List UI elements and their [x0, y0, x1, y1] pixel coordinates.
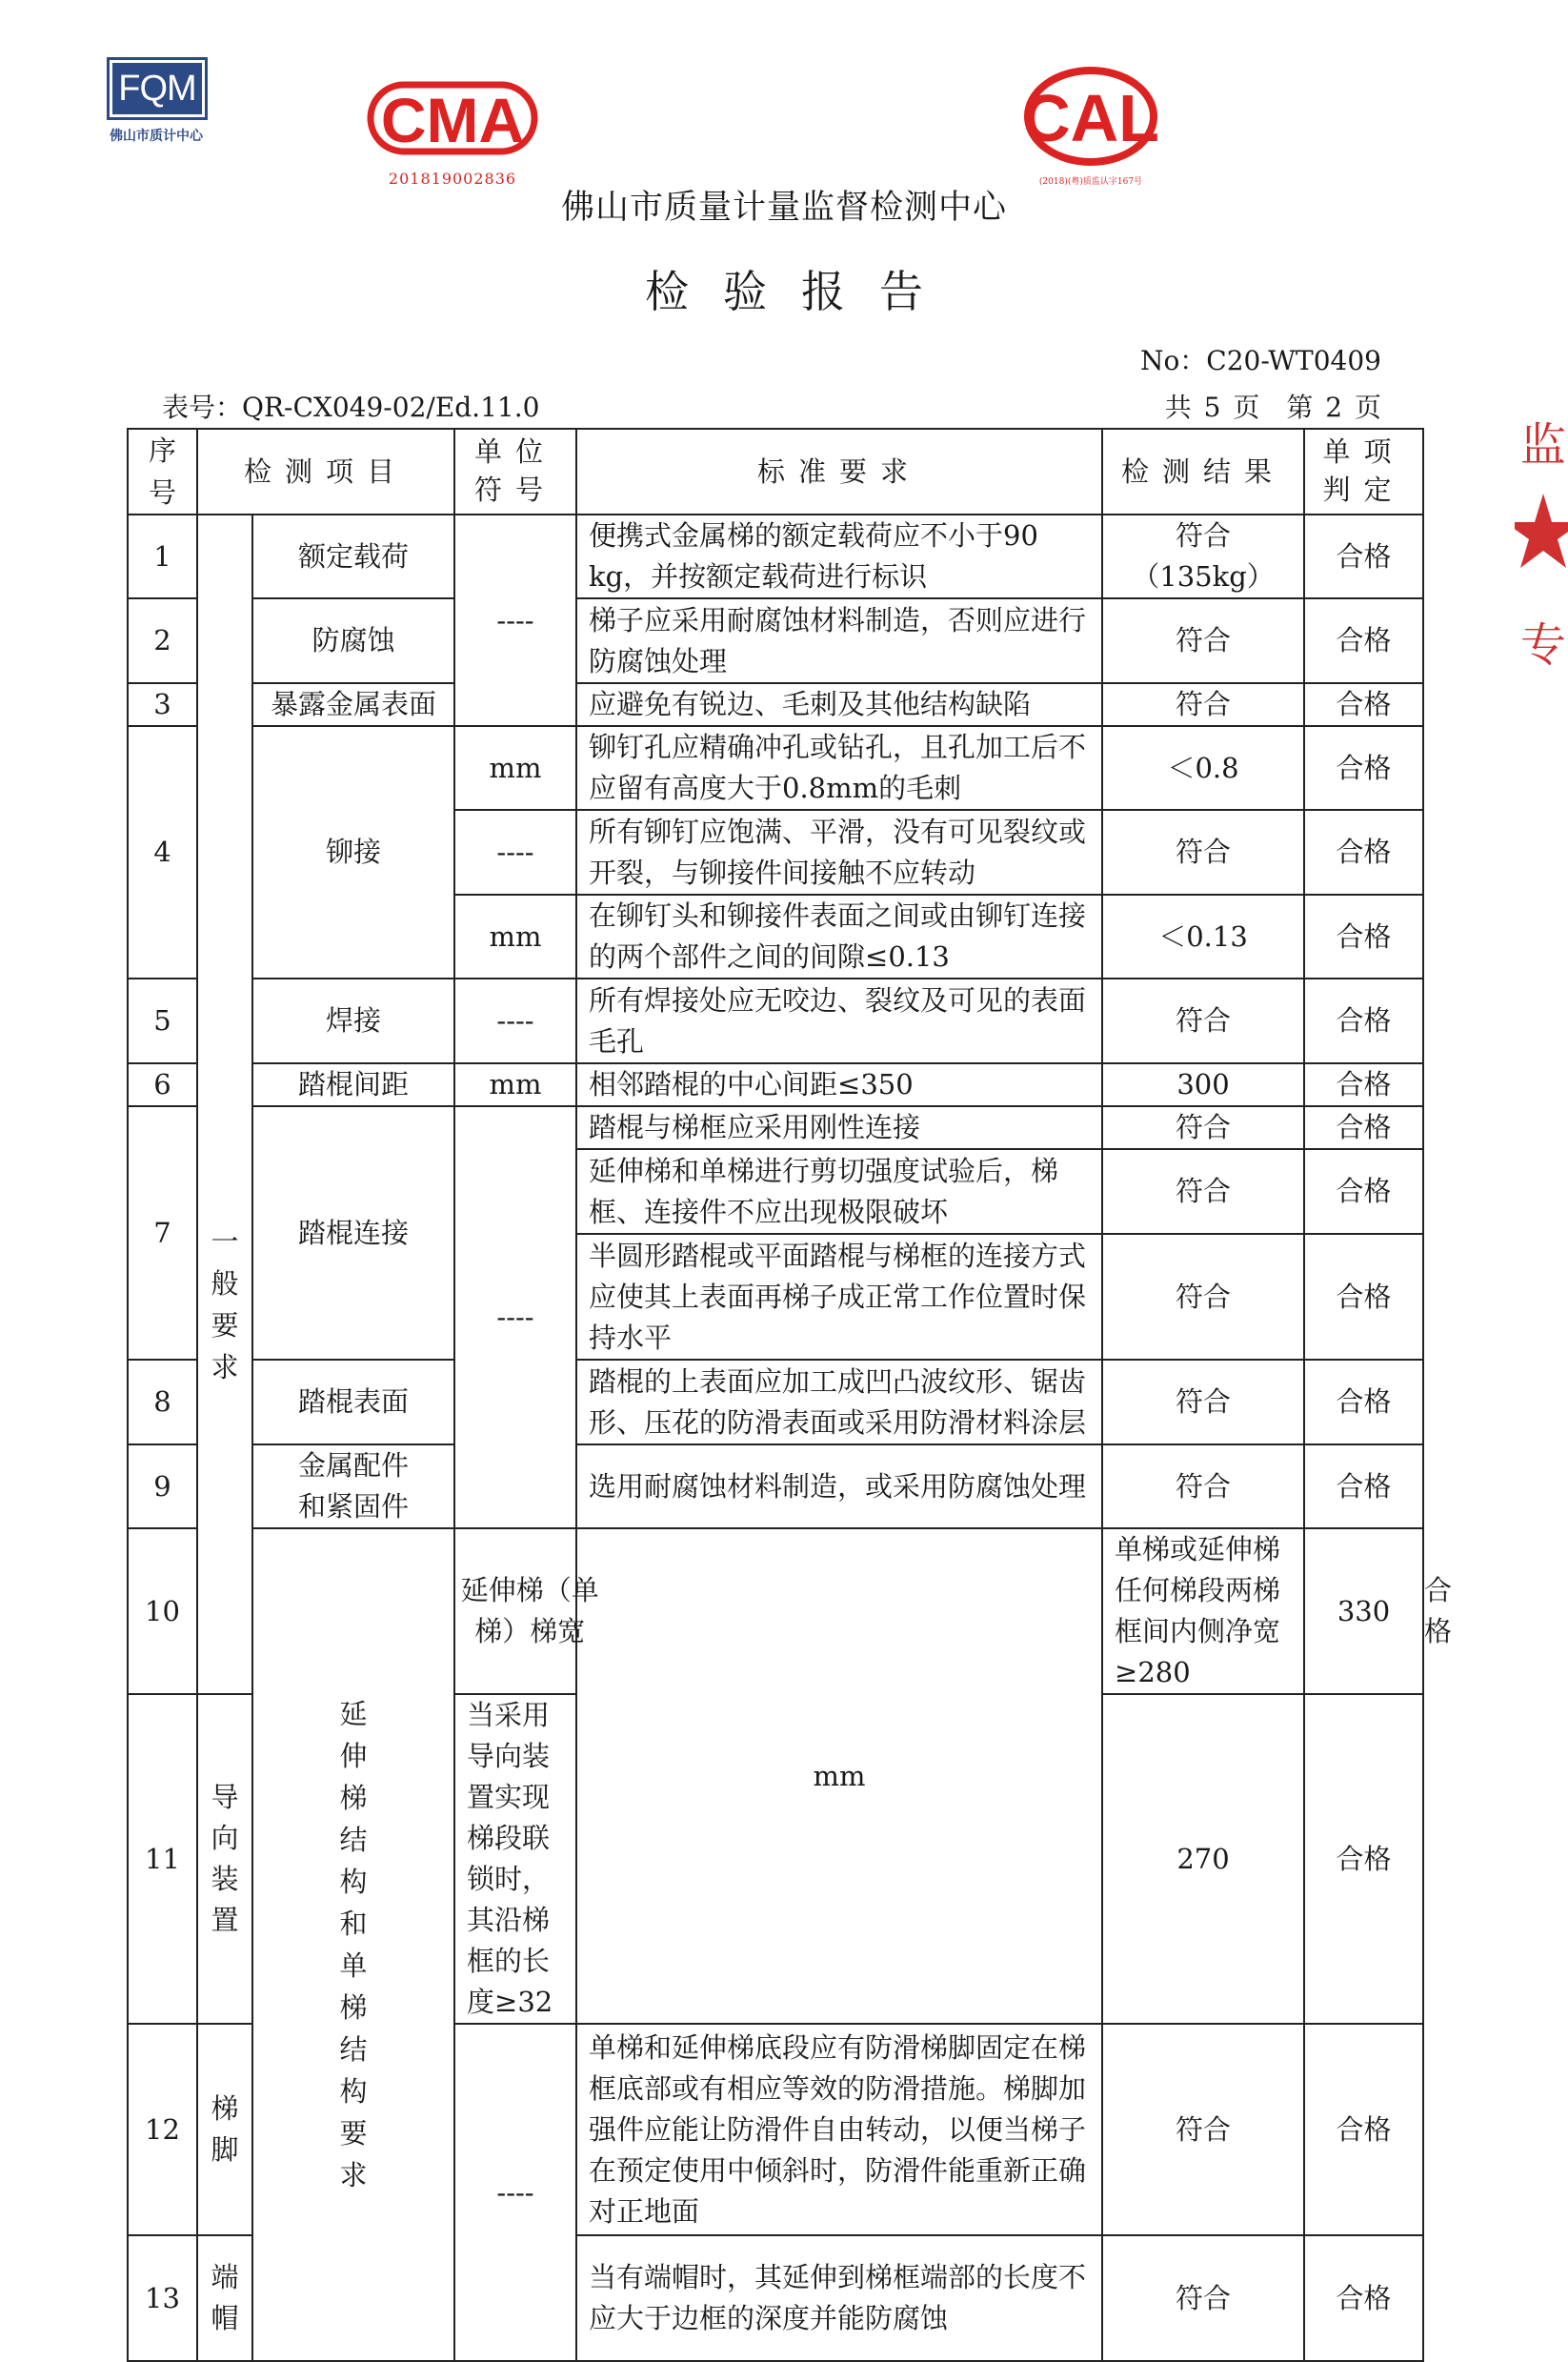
star-icon: [1515, 494, 1568, 579]
header-unit: 单位符号: [454, 429, 576, 515]
row-verdict: 合格: [1304, 1694, 1423, 2024]
table-row: [128, 598, 1423, 683]
row-result: ＜0.8: [1102, 726, 1304, 810]
row-unit: ----: [454, 810, 576, 895]
report-title: 检验报告: [645, 266, 957, 317]
row-item: 延伸梯（单梯）梯宽: [454, 1528, 576, 1694]
row-unit: ----: [454, 979, 576, 1063]
cma-logo: [367, 71, 538, 188]
row-result: 符合: [1102, 1360, 1304, 1444]
row-verdict: 合格: [1304, 726, 1423, 810]
table-row: [128, 726, 1423, 810]
table-row: [128, 683, 1423, 726]
row-unit: ----: [454, 2024, 576, 2361]
row-unit: ----: [454, 1106, 576, 1528]
row-verdict: 合格: [1304, 2024, 1423, 2235]
row-number: 10: [128, 1528, 197, 1694]
row-verdict: 合格: [1304, 1106, 1423, 1149]
page-indicator: 共 5 页 第 2 页: [1164, 392, 1381, 423]
row-unit: ----: [454, 515, 576, 726]
form-number: 表号：QR-CX049-02/Ed.11.0: [162, 392, 540, 423]
row-item: 金属配件和紧固件: [252, 1444, 454, 1528]
row-result: 符合: [1102, 1234, 1304, 1360]
row-standard: 单梯或延伸梯任何梯段两梯框间内侧净宽≥280: [1102, 1528, 1304, 1694]
row-unit: mm: [454, 1063, 576, 1106]
row-result: 符合: [1102, 2024, 1304, 2235]
row-result: 符合: [1102, 1106, 1304, 1149]
row-number: 11: [128, 1694, 197, 2024]
row-number: 9: [128, 1444, 197, 1528]
row-verdict: 合格: [1304, 1149, 1423, 1234]
header-item: 检测项目: [197, 429, 454, 515]
cal-seal-icon: [1019, 59, 1162, 169]
row-verdict: 合格: [1304, 515, 1423, 598]
row-item: 踏棍间距: [252, 1063, 454, 1106]
row-standard: 梯子应采用耐腐蚀材料制造，否则应进行防腐蚀处理: [576, 598, 1102, 683]
table-row: 10 延伸梯结构和单梯结构要求 延伸梯（单梯）梯宽 mm 单梯或延伸梯任何梯段两梯框间内侧净宽≥280 330 合格: [128, 1528, 1423, 1694]
header-seq: 序号: [128, 429, 197, 515]
row-number: 5: [128, 979, 197, 1063]
row-verdict: 合格: [1304, 1360, 1423, 1444]
row-item: 梯脚: [197, 2024, 252, 2235]
fqm-logo-caption: 佛山市质计中心: [110, 129, 203, 144]
cal-caption: (2018)(粤)质监认字167号: [1038, 177, 1143, 187]
row-standard: 所有焊接处应无咬边、裂纹及可见的表面毛孔: [576, 979, 1102, 1063]
row-unit: mm: [454, 895, 576, 979]
row-verdict: 合格: [1304, 2235, 1423, 2361]
row-verdict: 合格: [1304, 895, 1423, 979]
row-standard: 踏棍的上表面应加工成凹凸波纹形、锯齿形、压花的防滑表面或采用防滑材料涂层: [576, 1360, 1102, 1444]
row-number: 4: [128, 726, 197, 979]
row-item: 防腐蚀: [252, 598, 454, 683]
report-number: No：C20-WT0409: [1139, 345, 1381, 376]
row-item: 端帽: [197, 2235, 252, 2361]
cal-logo-text: CAL: [1022, 81, 1159, 155]
row-number: 7: [128, 1106, 197, 1360]
row-result: 符合（135kg）: [1102, 515, 1304, 598]
cal-logo: [1019, 59, 1162, 187]
row-standard: 应避免有锐边、毛刺及其他结构缺陷: [576, 683, 1102, 726]
row-standard: 便携式金属梯的额定载荷应不小于90 kg，并按额定载荷进行标识: [576, 515, 1102, 598]
fqm-logo: [107, 57, 206, 145]
row-number: 8: [128, 1360, 197, 1444]
row-number: 12: [128, 2024, 197, 2235]
table-row: [128, 515, 1423, 598]
group-general: 一般要求: [197, 515, 252, 1694]
row-verdict: 合格: [1304, 979, 1423, 1063]
row-standard: 在铆钉头和铆接件表面之间或由铆钉连接的两个部件之间的间隙≤0.13: [576, 895, 1102, 979]
test-results-table: [127, 428, 1453, 2362]
row-item: 暴露金属表面: [252, 683, 454, 726]
row-standard: 铆钉孔应精确冲孔或钻孔，且孔加工后不应留有高度大于0.8mm的毛刺: [576, 726, 1102, 810]
row-number: 3: [128, 683, 197, 726]
row-unit: mm: [576, 1528, 1102, 2024]
row-verdict: 合格: [1304, 810, 1423, 895]
table-row: [128, 1106, 1423, 1149]
table-row: [128, 1063, 1423, 1106]
row-verdict: 合格: [1304, 598, 1423, 683]
row-result: 符合: [1102, 598, 1304, 683]
row-unit: mm: [454, 726, 576, 810]
row-verdict: 合格: [1304, 1444, 1423, 1528]
table-row: [128, 1444, 1423, 1528]
row-number: 6: [128, 1063, 197, 1106]
stamp-text-bottom: 专: [1520, 618, 1567, 672]
table-row: [128, 979, 1423, 1063]
fqm-logo-mark: FQM: [107, 57, 208, 120]
row-result: 符合: [1102, 683, 1304, 726]
row-result: 符合: [1102, 810, 1304, 895]
header-result: 检测结果: [1102, 429, 1304, 515]
row-verdict: 合格: [1304, 1063, 1423, 1106]
row-standard: 选用耐腐蚀材料制造，或采用防腐蚀处理: [576, 1444, 1102, 1528]
row-item: 铆接: [252, 726, 454, 979]
row-item: 额定载荷: [252, 515, 454, 598]
row-standard: 当有端帽时，其延伸到梯框端部的长度不应大于边框的深度并能防腐蚀: [576, 2235, 1102, 2361]
row-item: 踏棍连接: [252, 1106, 454, 1360]
table-header-row: [128, 429, 1423, 515]
row-item: 焊接: [252, 979, 454, 1063]
row-standard: 所有铆钉应饱满、平滑，没有可见裂纹或开裂，与铆接件间接触不应转动: [576, 810, 1102, 895]
stamp-text-top: 监: [1520, 418, 1567, 472]
group-ladder-structure: 延伸梯结构和单梯结构要求: [252, 1528, 454, 2361]
row-standard: 单梯和延伸梯底段应有防滑梯脚固定在梯框底部或有相应等效的防滑措施。梯脚加强件应能让防滑件自由转动，以便当梯子在预定使用中倾斜时，防滑件能重新正确对正地面: [576, 2024, 1102, 2235]
row-verdict: 合格: [1304, 683, 1423, 726]
row-result: 符合: [1102, 1149, 1304, 1234]
row-result: 符合: [1102, 979, 1304, 1063]
row-standard: 踏棍与梯框应采用刚性连接: [576, 1106, 1102, 1149]
header-standard: 标准要求: [576, 429, 1102, 515]
row-item: 踏棍表面: [252, 1360, 454, 1444]
cma-logo-text: CMA: [380, 85, 525, 155]
row-number: 2: [128, 598, 197, 683]
table-row: [128, 1360, 1423, 1444]
row-result: ＜0.13: [1102, 895, 1304, 979]
cma-number: 201819002836: [388, 170, 517, 188]
header-verdict: 单项判定: [1304, 429, 1423, 515]
row-result: 符合: [1102, 1444, 1304, 1528]
row-result: 270: [1102, 1694, 1304, 2024]
row-result: 330: [1304, 1528, 1423, 1694]
row-verdict: 合格: [1304, 1234, 1423, 1360]
row-standard: 当采用导向装置实现梯段联锁时，其沿梯框的长度≥32: [454, 1694, 576, 2024]
row-number: 13: [128, 2235, 197, 2361]
row-number: 1: [128, 515, 197, 598]
row-standard: 延伸梯和单梯进行剪切强度试验后，梯框、连接件不应出现极限破坏: [576, 1149, 1102, 1234]
row-result: 符合: [1102, 2235, 1304, 2361]
organization-name: 佛山市质量计量监督检测中心: [560, 189, 1007, 227]
cma-seal-icon: [367, 71, 538, 162]
partial-seal-stamp: [1515, 379, 1568, 694]
row-standard: 半圆形踏棍或平面踏棍与梯框的连接方式应使其上表面再梯子成正常工作位置时保持水平: [576, 1234, 1102, 1360]
row-result: 300: [1102, 1063, 1304, 1106]
row-item: 导向装置: [197, 1694, 252, 2024]
row-standard: 相邻踏棍的中心间距≤350: [576, 1063, 1102, 1106]
